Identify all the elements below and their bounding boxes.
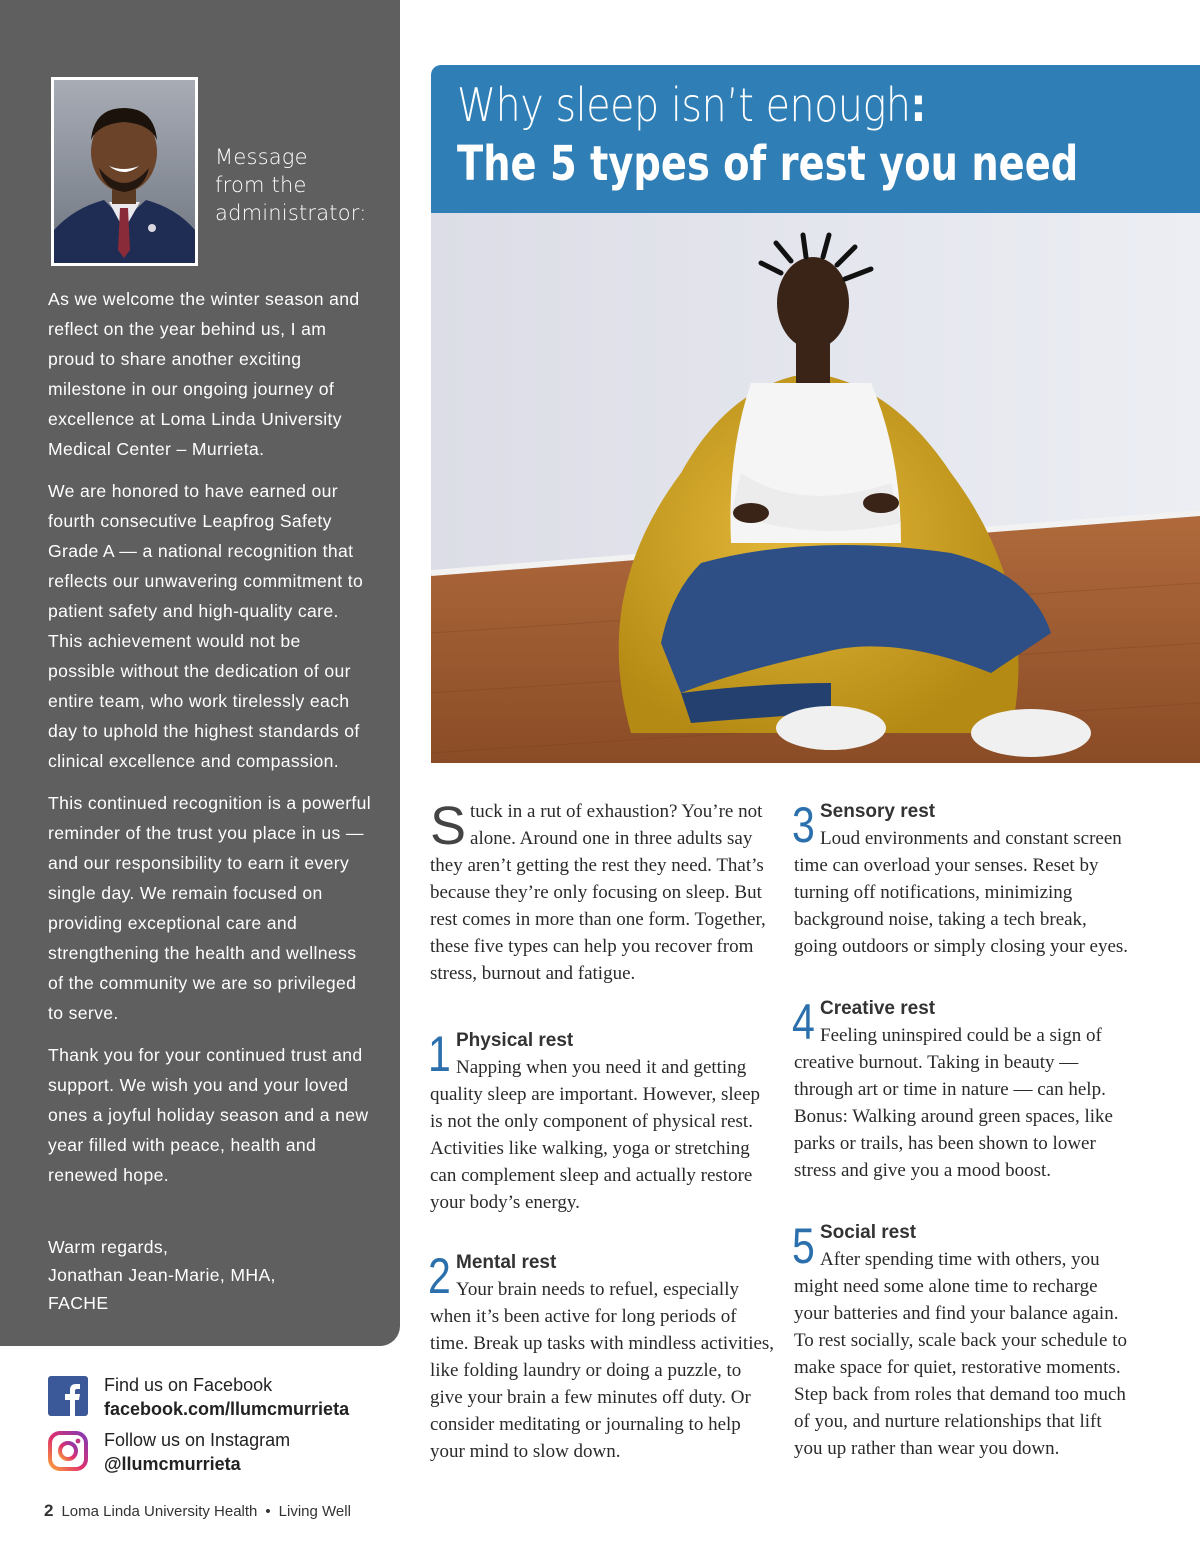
section-body: Napping when you need it and getting quality sleep are important. However, sleep is not the only component of physical rest. Activities like walking, yoga or stretching can complement sleep and actually restore your body’s energy. bbox=[430, 1057, 761, 1213]
section-body: After spending time with others, you might need some alone time to recharge your batteries and find your balance again. To rest socially, scale back your schedule to make space for quiet, restorative moments. Step back from roles that demand too much of you, and nurture relationships that lift you up rather than wear you down. bbox=[794, 1249, 1127, 1459]
letter-paragraph: Thank you for your continued trust and support. We wish you and your loved ones a joyful holiday season and a new year filled with peace, health and renewed hope. bbox=[48, 1045, 369, 1185]
hero-photo-man-resting-on-beanbag bbox=[431, 213, 1200, 763]
section-creative-rest bbox=[794, 995, 1134, 1184]
administrator-letter bbox=[48, 284, 373, 1202]
message-heading bbox=[215, 143, 385, 227]
section-mental-rest bbox=[430, 1249, 775, 1465]
article-column-2 bbox=[794, 798, 1134, 1462]
letter-paragraph: We are honored to have earned our fourth consecutive Leapfrog Safety Grade A — a national recognition that reflects our unwavering commitment to patient safety and high-quality care. This achievement would not be possible without the dedication of our entire team, who work tirelessly each day to uphold the highest standards of clinical excellence and compassion. bbox=[48, 481, 364, 771]
administrator-message-panel bbox=[0, 0, 400, 1346]
message-heading-line: administrator: bbox=[215, 201, 367, 225]
section-heading: Mental rest bbox=[456, 1252, 557, 1273]
section-heading: Sensory rest bbox=[820, 801, 936, 822]
section-number: 1 bbox=[428, 1026, 451, 1082]
section-number: 3 bbox=[792, 797, 815, 853]
letter-paragraph: This continued recognition is a powerful reminder of the trust you place in us — and our responsibility to earn it every single day. We remain focused on providing exceptional care and strengthening the health and wellness of the community we are so privileged to serve. bbox=[48, 793, 372, 1023]
title-line-1: Why sleep isn’t enough bbox=[457, 78, 911, 132]
section-body: Your brain needs to refuel, especially when it’s been active for long periods of time. Break up tasks with mindless activities, like folding laundry or doing a puzzle, to give your brain a few minutes off duty. Or consider meditating or journaling to help your mind to slow down. bbox=[430, 1279, 775, 1462]
facebook-handle[interactable]: facebook.com/llumcmurrieta bbox=[104, 1399, 350, 1419]
section-number: 2 bbox=[428, 1248, 451, 1304]
intro-drop-cap: S bbox=[430, 796, 467, 856]
intro-text: tuck in a rut of exhaustion? You’re not alone. Around one in three adults say they aren’t getting the rest they need. That’s because they’re only focusing on sleep. But rest comes in more than one form. Together, these five types can help you recover from stress, burnout and fatigue. bbox=[430, 801, 766, 984]
section-physical-rest bbox=[430, 1027, 775, 1216]
section-sensory-rest bbox=[794, 798, 1134, 960]
section-body: Loud environments and constant screen time can overload your senses. Reset by turning off notifications, minimizing background noise, taking a tech break, going outdoors or simply closing your eyes. bbox=[794, 828, 1129, 957]
facebook-icon bbox=[48, 1376, 88, 1416]
message-heading-line: from the bbox=[215, 173, 307, 197]
article-intro bbox=[430, 798, 775, 987]
section-body: Feeling uninspired could be a sign of creative burnout. Taking in beauty — through art or time in nature — can help. Bonus: Walking around green spaces, like parks or trails, has been shown to lower stress and give you a mood boost. bbox=[794, 1025, 1113, 1181]
section-social-rest bbox=[794, 1219, 1134, 1462]
section-number: 4 bbox=[792, 994, 815, 1050]
signoff-name: Jonathan Jean-Marie, MHA, bbox=[48, 1265, 276, 1285]
instagram-icon bbox=[48, 1431, 88, 1471]
footer-org: Loma Linda University Health bbox=[61, 1503, 258, 1520]
article-title-banner bbox=[431, 65, 1200, 213]
article-title bbox=[457, 77, 926, 133]
title-colon: : bbox=[910, 78, 926, 132]
instagram-handle[interactable]: @llumcmurrieta bbox=[104, 1454, 241, 1474]
page-number: 2 bbox=[44, 1501, 54, 1520]
article-column-1 bbox=[430, 798, 775, 1465]
section-heading: Social rest bbox=[820, 1222, 917, 1243]
signoff-closing: Warm regards, bbox=[48, 1237, 169, 1257]
letter-signoff bbox=[48, 1233, 368, 1317]
section-heading: Creative rest bbox=[820, 998, 936, 1019]
article-subtitle: The 5 types of rest you need bbox=[457, 136, 1079, 192]
facebook-label: Find us on Facebook bbox=[104, 1375, 273, 1395]
footer-publication: Living Well bbox=[278, 1503, 351, 1520]
signoff-credential: FACHE bbox=[48, 1293, 109, 1313]
section-number: 5 bbox=[792, 1218, 815, 1274]
instagram-text bbox=[104, 1428, 404, 1476]
message-heading-line: Message bbox=[215, 145, 308, 169]
administrator-portrait bbox=[51, 77, 198, 266]
facebook-text bbox=[104, 1373, 404, 1421]
section-heading: Physical rest bbox=[456, 1030, 574, 1051]
page-footer bbox=[44, 1501, 351, 1521]
letter-paragraph: As we welcome the winter season and reflect on the year behind us, I am proud to share another exciting milestone in our ongoing journey of excellence at Loma Linda University Medical Center – Murrieta. bbox=[48, 289, 360, 459]
instagram-label: Follow us on Instagram bbox=[104, 1430, 291, 1450]
footer-separator: • bbox=[265, 1503, 271, 1520]
